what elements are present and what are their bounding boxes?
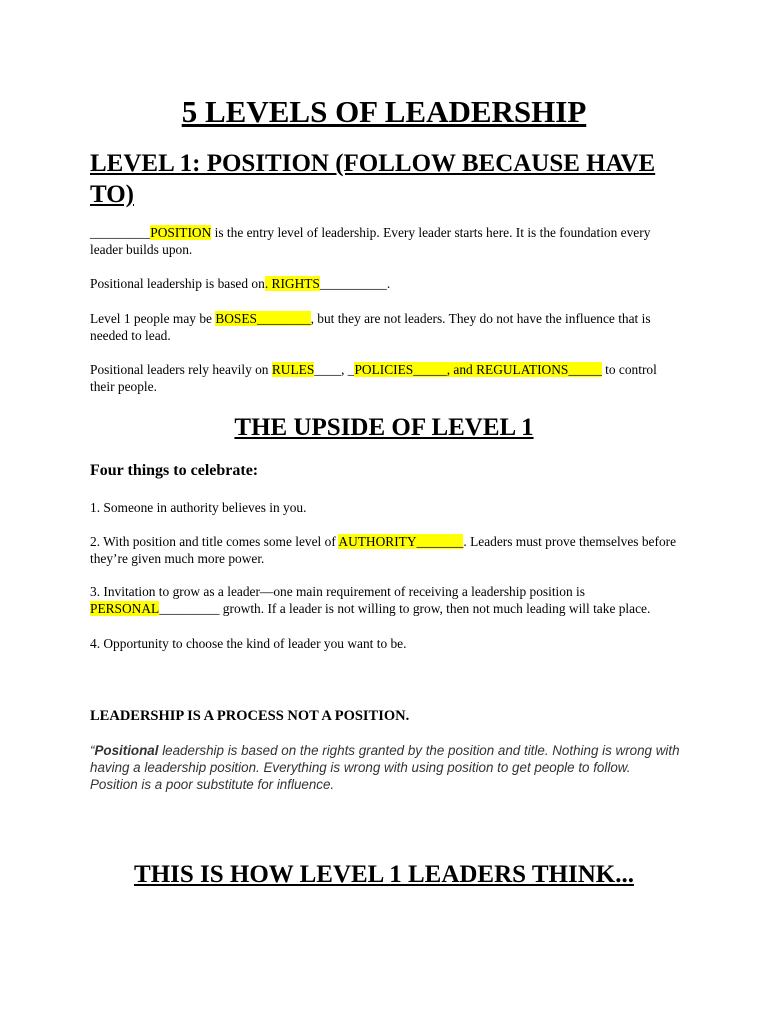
four-things-heading: Four things to celebrate: xyxy=(90,462,259,479)
text: . Leaders must prove themselves before they’re given much more power. xyxy=(90,534,677,566)
list-item-2 xyxy=(90,533,680,567)
answer-personal: PERSONAL xyxy=(90,601,160,616)
upside-heading: THE UPSIDE OF LEVEL 1 xyxy=(234,414,534,441)
text: is the entry level of leadership. Every leader starts here. It is the foundation every leader builds upon. xyxy=(90,225,651,257)
text: Positional leaders rely heavily on xyxy=(90,362,272,377)
text: to control their people. xyxy=(90,362,657,394)
text: Positional leadership is based on xyxy=(90,276,265,291)
text: _________ growth. If a leader is not willing to grow, then not much leading will take place. xyxy=(159,601,651,616)
text: 3. Invitation to grow as a leader—one main requirement of receiving a leadership position is xyxy=(90,584,585,599)
level-1-heading: LEVEL 1: POSITION (FOLLOW BECAUSE HAVE TO) xyxy=(90,150,656,208)
text: , but they are not leaders. They do not have the influence that is needed to lead. xyxy=(90,311,651,343)
paragraph-bosses xyxy=(90,310,680,344)
blank: __________. xyxy=(319,276,391,291)
quote-mark: “ xyxy=(90,743,95,758)
paragraph-rights xyxy=(90,275,680,292)
answer-position: POSITION xyxy=(150,225,212,240)
answer-rights: . RIGHTS xyxy=(264,276,320,291)
answer-boses: BOSES________ xyxy=(215,311,311,326)
quote-bold: Positional xyxy=(94,743,159,758)
blank: ____, _ xyxy=(314,362,355,377)
quote xyxy=(90,742,680,793)
list-item-4: 4. Opportunity to choose the kind of leader you want to be. xyxy=(90,636,407,651)
list-item-3 xyxy=(90,583,680,617)
blank: _________ xyxy=(90,225,151,240)
quote-text: leadership is based on the rights granted by the position and title. Nothing is wrong with having a leadership position. Everything is wrong with using position to get people to follow. Position is a poor substitute for influence. xyxy=(90,743,680,792)
paragraph-position xyxy=(90,224,680,258)
think-heading: THIS IS HOW LEVEL 1 LEADERS THINK... xyxy=(134,861,634,888)
text: Level 1 people may be xyxy=(90,311,216,326)
text: 2. With position and title comes some level of xyxy=(90,534,339,549)
answer-authority: AUTHORITY_______ xyxy=(338,534,464,549)
answer-policies-regulations: POLICIES_____, and REGULATIONS_____ xyxy=(354,362,602,377)
answer-rules: RULES xyxy=(271,362,315,377)
paragraph-rules xyxy=(90,361,680,395)
process-heading: LEADERSHIP IS A PROCESS NOT A POSITION. xyxy=(90,708,410,724)
page-title: 5 LEVELS OF LEADERSHIP xyxy=(181,94,587,129)
list-item-1: 1. Someone in authority believes in you. xyxy=(90,500,307,515)
